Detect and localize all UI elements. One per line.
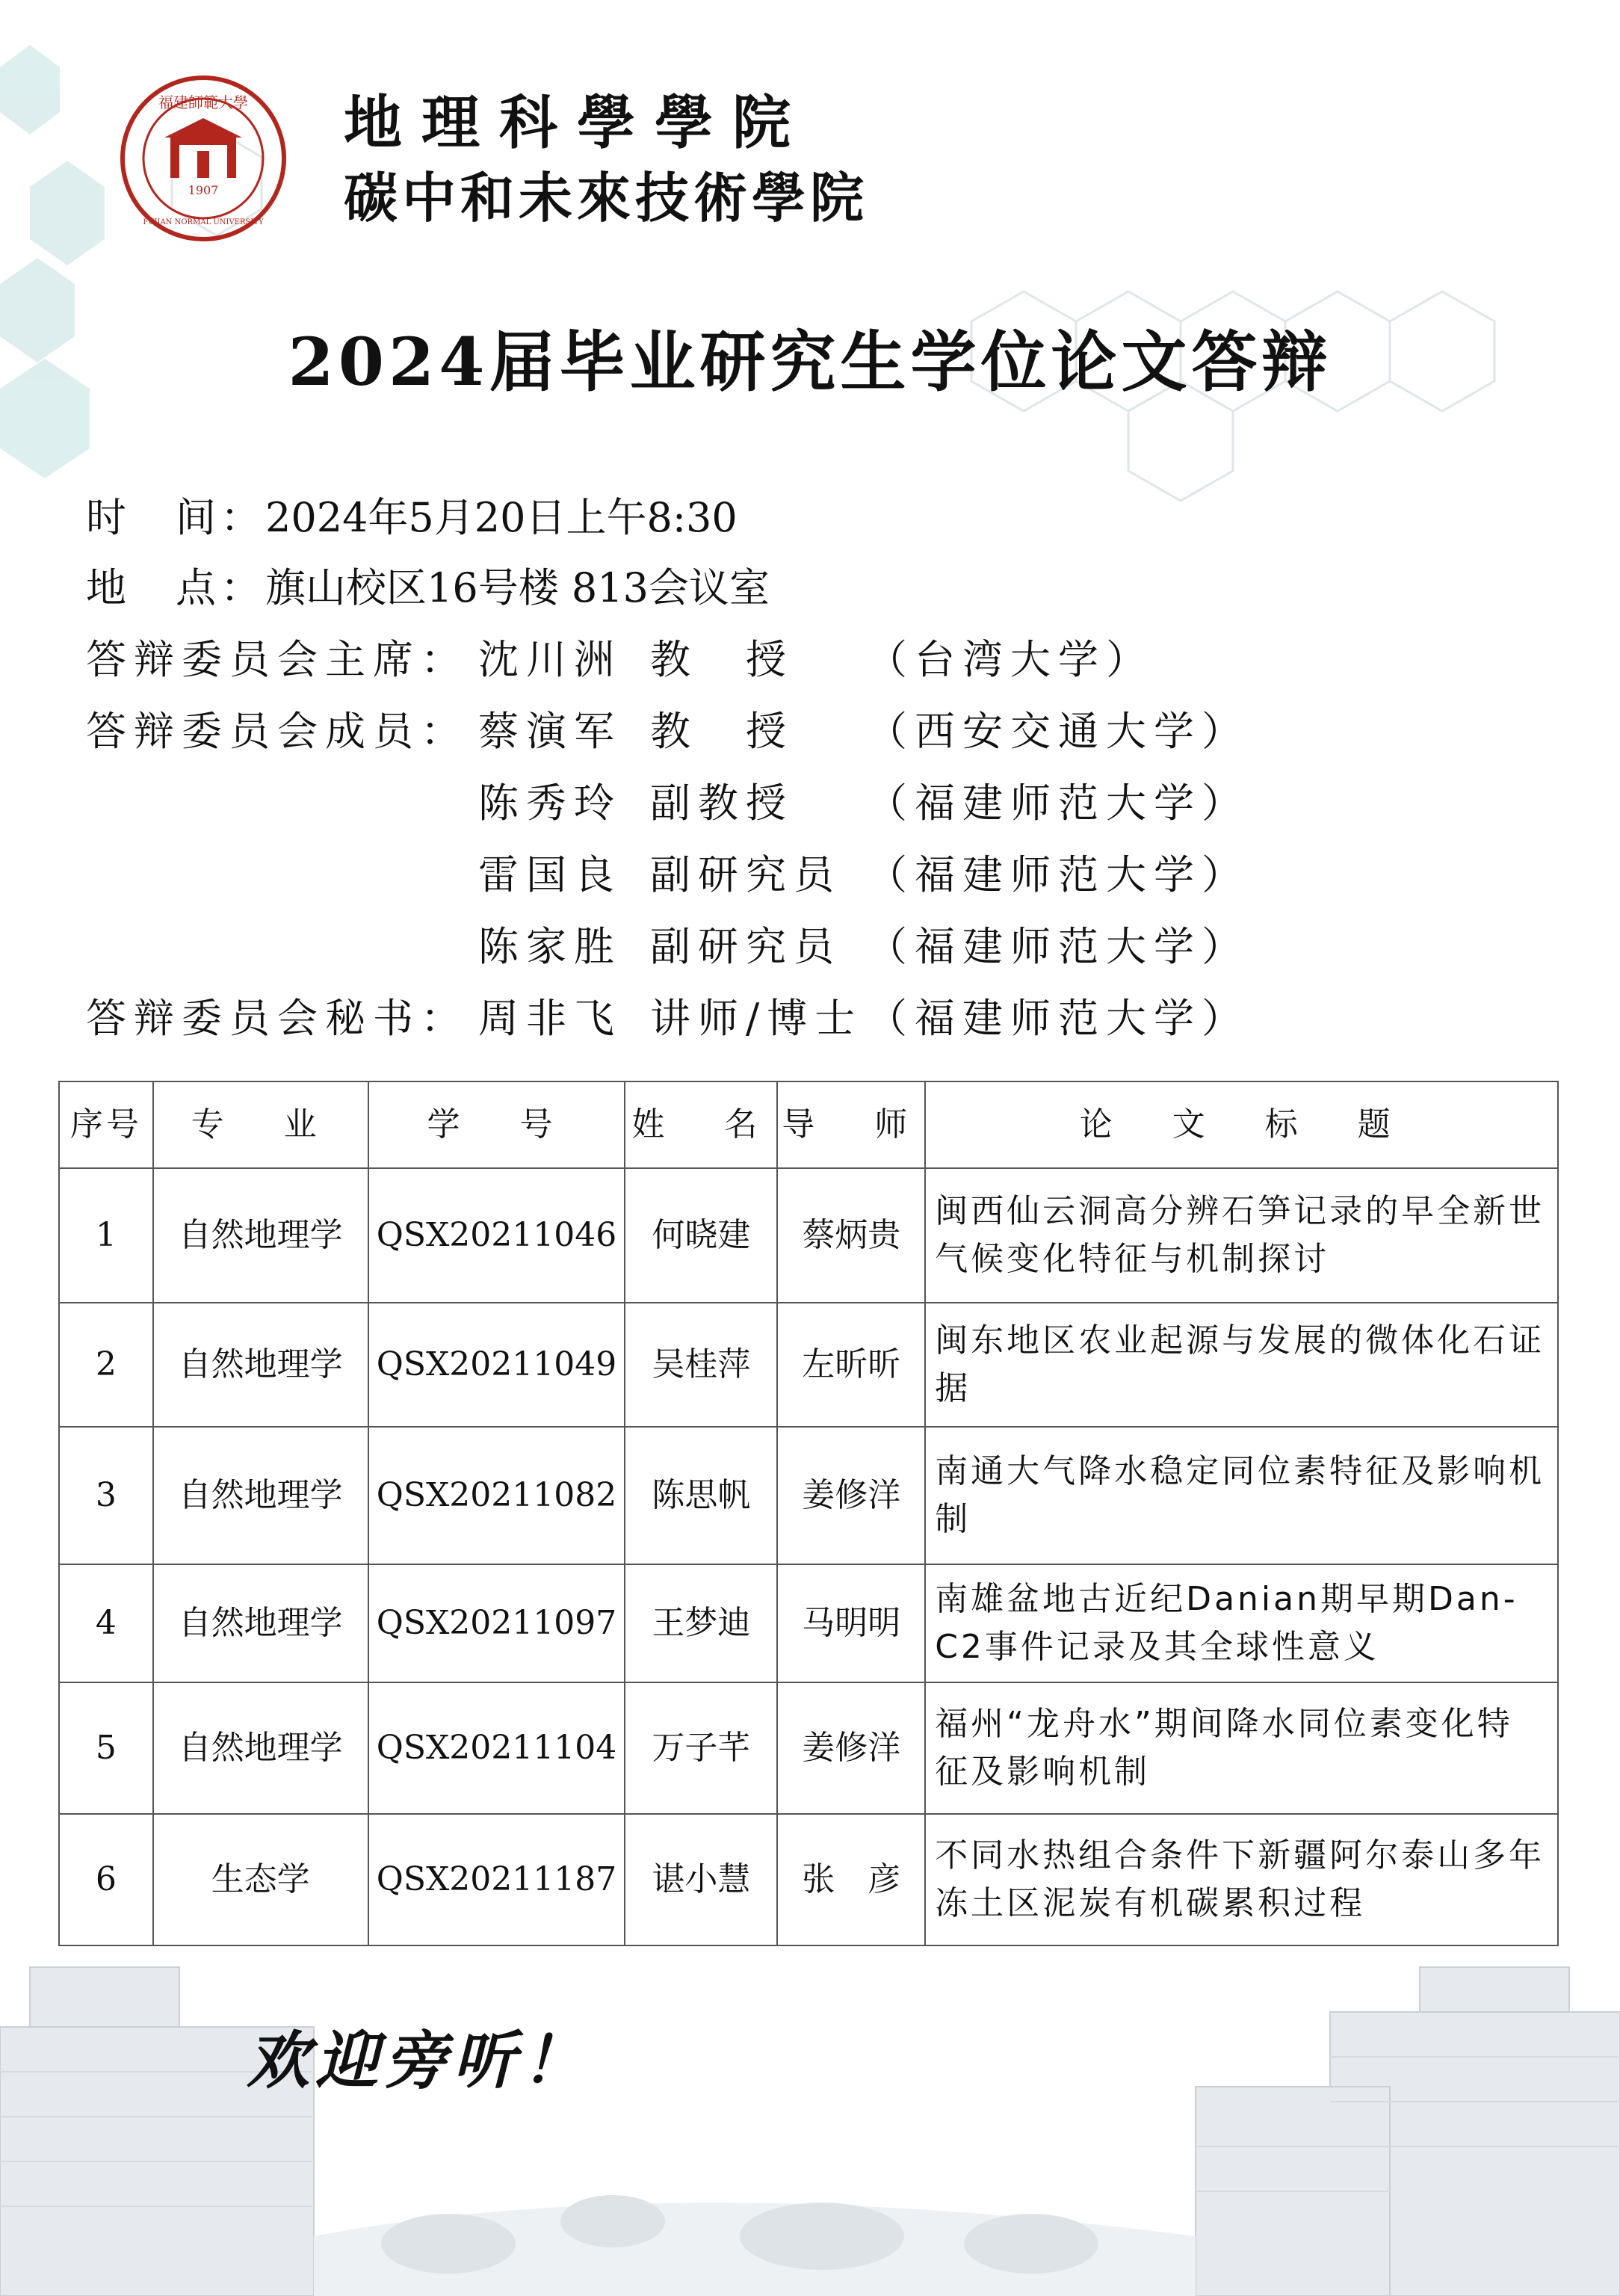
place-value: 旗山校区16号楼 813会议室 bbox=[265, 564, 770, 611]
member-title: 副教授 bbox=[650, 780, 794, 827]
table-row bbox=[59, 1564, 1558, 1682]
secretary-name: 周非飞 bbox=[478, 995, 622, 1042]
member-org: （福建师范大学） bbox=[867, 851, 1249, 898]
col-header-major: 专 业 bbox=[153, 1081, 368, 1168]
col-header-no: 序号 bbox=[59, 1081, 153, 1168]
member-org: （福建师范大学） bbox=[867, 923, 1249, 970]
cell-name: 陈思帆 bbox=[625, 1427, 777, 1564]
table-row bbox=[59, 1303, 1558, 1427]
cell-advisor: 姜修洋 bbox=[777, 1427, 925, 1564]
seal-year: 1907 bbox=[188, 183, 219, 197]
college-name-secondary: 碳中和未來技術學院 bbox=[344, 167, 869, 229]
cell-advisor: 左昕昕 bbox=[777, 1303, 925, 1427]
welcome-message: 欢迎旁听！ bbox=[247, 2023, 591, 2097]
col-header-advisor: 导 师 bbox=[777, 1081, 925, 1168]
chair-title: 教 授 bbox=[650, 636, 794, 683]
seal-english-text: FUJIAN NORMAL UNIVERSITY bbox=[143, 218, 264, 226]
secretary-title: 讲师/博士 bbox=[650, 995, 863, 1042]
cell-advisor: 马明明 bbox=[777, 1564, 925, 1682]
cell-name: 万子芊 bbox=[625, 1682, 777, 1814]
cell-no: 6 bbox=[59, 1814, 153, 1945]
cell-student-id: QSX20211046 bbox=[368, 1168, 625, 1303]
chair-label: 答辩委员会主席： bbox=[86, 636, 469, 683]
cell-name: 吴桂萍 bbox=[625, 1303, 777, 1427]
member-name: 雷国良 bbox=[478, 851, 622, 898]
cell-thesis-title: 南通大气降水稳定同位素特征及影响机制 bbox=[925, 1427, 1558, 1564]
col-header-thesis: 论 文 标 题 bbox=[925, 1081, 1558, 1168]
cell-major: 自然地理学 bbox=[153, 1168, 368, 1303]
member-name: 陈家胜 bbox=[478, 923, 622, 970]
cell-major: 自然地理学 bbox=[153, 1427, 368, 1564]
member-org: （福建师范大学） bbox=[867, 780, 1249, 827]
member-title: 教 授 bbox=[650, 708, 794, 755]
cell-thesis-title: 闽东地区农业起源与发展的微体化石证据 bbox=[925, 1303, 1558, 1427]
time-line bbox=[86, 492, 738, 544]
university-seal-logo bbox=[120, 75, 288, 243]
time-label: 时 间： bbox=[86, 494, 265, 541]
campus-sketch-background bbox=[0, 1922, 1620, 2296]
cell-thesis-title: 闽西仙云洞高分辨石笋记录的早全新世气候变化特征与机制探讨 bbox=[925, 1168, 1558, 1303]
cell-thesis-title: 福州“龙舟水”期间降水同位素变化特征及影响机制 bbox=[925, 1682, 1558, 1814]
college-name: 地理科學學院 bbox=[344, 90, 811, 157]
cell-no: 4 bbox=[59, 1564, 153, 1682]
cell-name: 王梦迪 bbox=[625, 1564, 777, 1682]
chair-org: （台湾大学） bbox=[867, 636, 1154, 683]
seal-ring-text: 福建師範大學 bbox=[158, 93, 248, 111]
table-row bbox=[59, 1682, 1558, 1814]
member-org: （西安交通大学） bbox=[867, 708, 1249, 755]
member-title: 副研究员 bbox=[650, 923, 841, 970]
place-line bbox=[86, 562, 770, 614]
member-title: 副研究员 bbox=[650, 851, 841, 898]
cell-advisor: 姜修洋 bbox=[777, 1682, 925, 1814]
cell-major: 生态学 bbox=[153, 1814, 368, 1945]
secretary-label: 答辩委员会秘书： bbox=[86, 995, 469, 1042]
cell-thesis-title: 南雄盆地古近纪Danian期早期Dan-C2事件记录及其全球性意义 bbox=[925, 1564, 1558, 1682]
cell-student-id: QSX20211187 bbox=[368, 1814, 625, 1945]
place-label: 地 点： bbox=[86, 564, 265, 611]
cell-major: 自然地理学 bbox=[153, 1303, 368, 1427]
table-row bbox=[59, 1168, 1558, 1303]
cell-no: 2 bbox=[59, 1303, 153, 1427]
members-label: 答辩委员会成员： bbox=[86, 708, 469, 755]
table-row bbox=[59, 1427, 1558, 1564]
cell-name: 何晓建 bbox=[625, 1168, 777, 1303]
col-header-id: 学 号 bbox=[368, 1081, 625, 1168]
cell-no: 1 bbox=[59, 1168, 153, 1303]
cell-major: 自然地理学 bbox=[153, 1682, 368, 1814]
defense-schedule-table bbox=[58, 1081, 1559, 1946]
chair-name: 沈川洲 bbox=[478, 636, 622, 683]
secretary-org: （福建师范大学） bbox=[867, 995, 1249, 1042]
member-name: 陈秀玲 bbox=[478, 780, 622, 827]
cell-student-id: QSX20211049 bbox=[368, 1303, 625, 1427]
cell-advisor: 张 彦 bbox=[777, 1814, 925, 1945]
cell-student-id: QSX20211082 bbox=[368, 1427, 625, 1564]
cell-student-id: QSX20211097 bbox=[368, 1564, 625, 1682]
table-header-row bbox=[59, 1081, 1558, 1168]
cell-advisor: 蔡炳贵 bbox=[777, 1168, 925, 1303]
cell-major: 自然地理学 bbox=[153, 1564, 368, 1682]
table-row bbox=[59, 1814, 1558, 1945]
time-value: 2024年5月20日上午8:30 bbox=[265, 494, 738, 541]
cell-no: 3 bbox=[59, 1427, 153, 1564]
cell-student-id: QSX20211104 bbox=[368, 1682, 625, 1814]
col-header-name: 姓 名 bbox=[625, 1081, 777, 1168]
page-title: 2024届毕业研究生学位论文答辩 bbox=[288, 323, 1332, 401]
cell-name: 谌小慧 bbox=[625, 1814, 777, 1945]
member-name: 蔡演军 bbox=[478, 708, 622, 755]
cell-no: 5 bbox=[59, 1682, 153, 1814]
cell-thesis-title: 不同水热组合条件下新疆阿尔泰山多年冻土区泥炭有机碳累积过程 bbox=[925, 1814, 1558, 1945]
